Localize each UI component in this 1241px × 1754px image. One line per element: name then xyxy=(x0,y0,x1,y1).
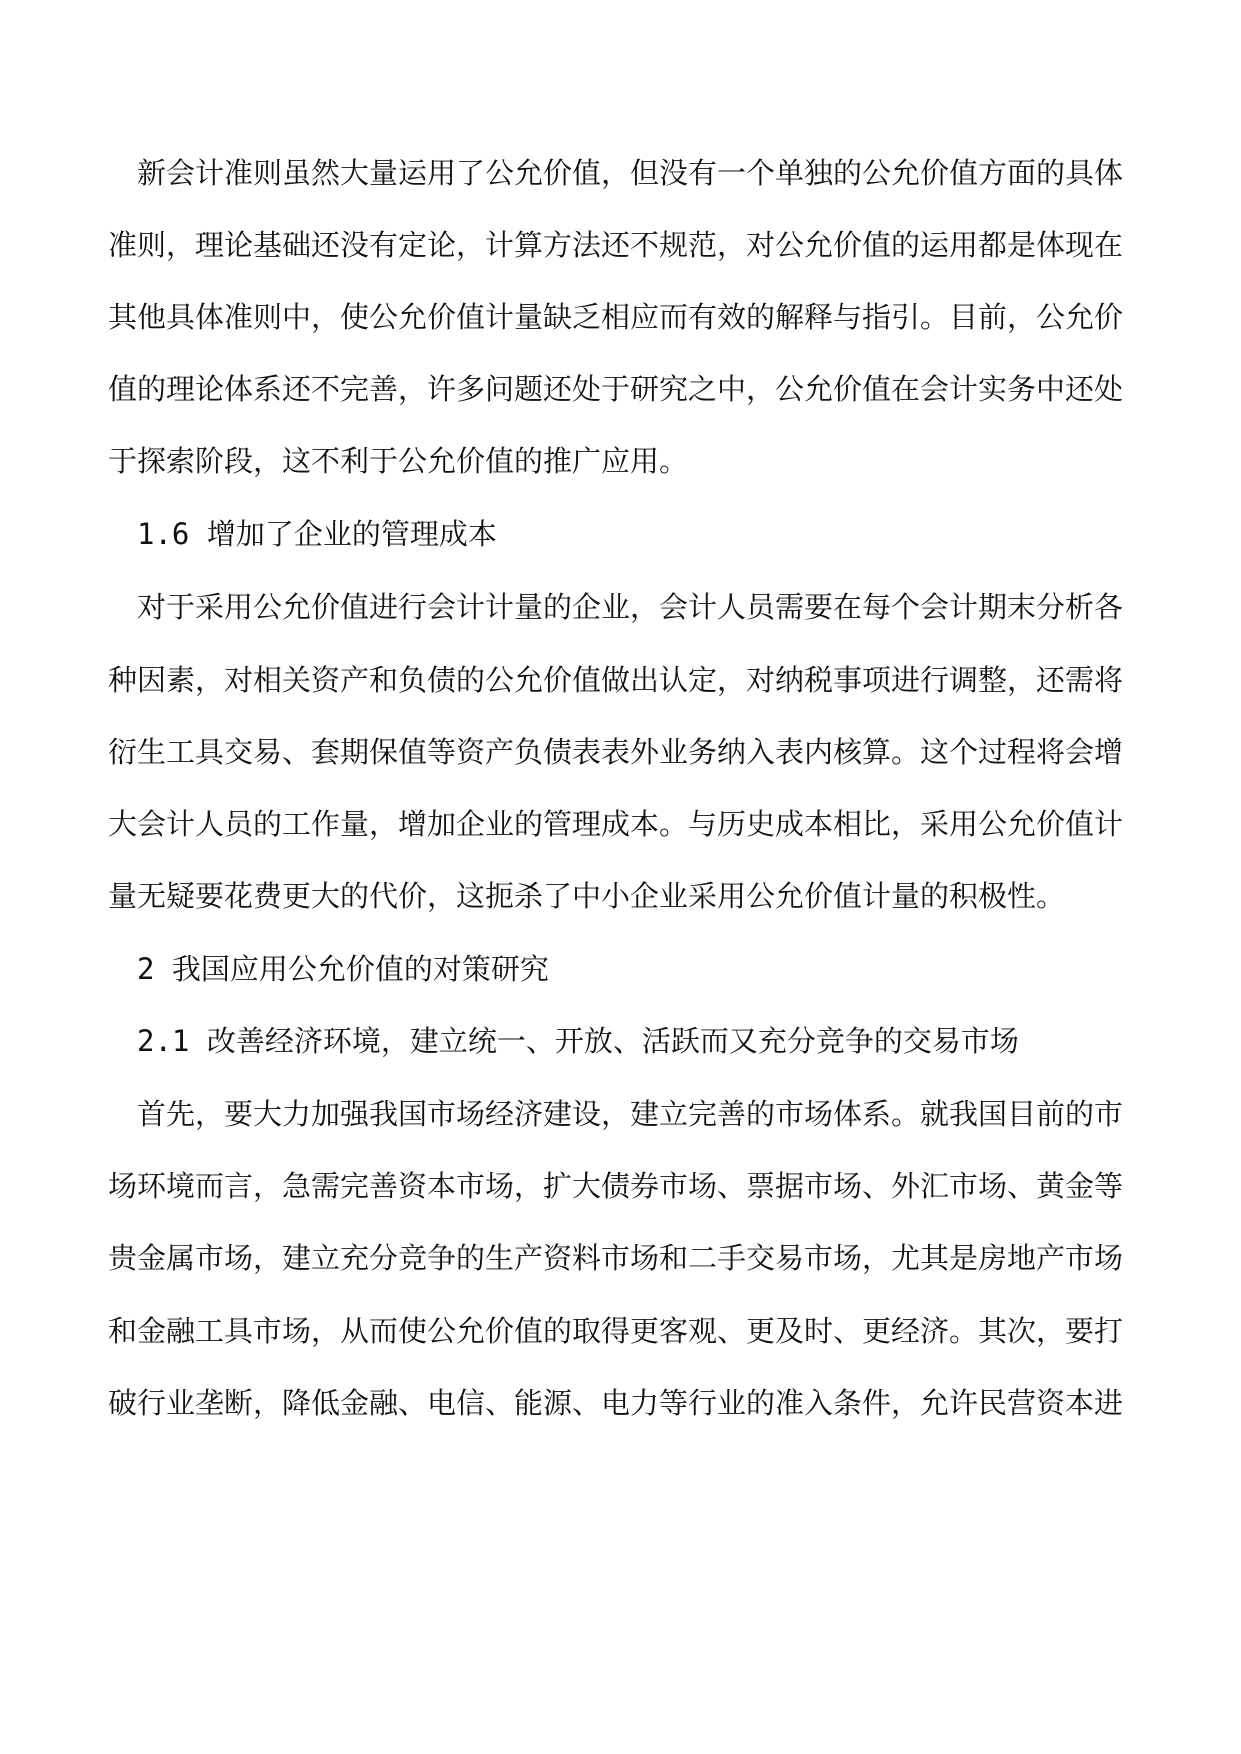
paragraph-line: 量无疑要花费更大的代价，这扼杀了中小企业采用公允价值计量的积极性。 xyxy=(108,879,1066,913)
paragraph-line: 于探索阶段，这不利于公允价值的推广应用。 xyxy=(108,444,689,478)
paragraph-line: 准则，理论基础还没有定论，计算方法还不规范，对公允价值的运用都是体现在 xyxy=(108,228,1124,262)
paragraph-line: 值的理论体系还不完善，许多问题还处于研究之中，公允价值在会计实务中还处 xyxy=(108,372,1124,406)
paragraph-line: 破行业垄断，降低金融、电信、能源、电力等行业的准入条件，允许民营资本进 xyxy=(108,1386,1124,1420)
paragraph-line: 大会计人员的工作量，增加企业的管理成本。与历史成本相比，采用公允价值计 xyxy=(108,807,1124,841)
section-heading: 2 我国应用公允价值的对策研究 xyxy=(137,952,549,986)
paragraph-line: 首先，要大力加强我国市场经济建设，建立完善的市场体系。就我国目前的市 xyxy=(137,1097,1124,1131)
paragraph-line: 贵金属市场，建立充分竞争的生产资料市场和二手交易市场，尤其是房地产市场 xyxy=(108,1241,1124,1275)
section-heading: 1.6 增加了企业的管理成本 xyxy=(137,517,497,551)
section-heading: 2.1 改善经济环境，建立统一、开放、活跃而又充分竞争的交易市场 xyxy=(137,1024,1019,1058)
paragraph-line: 其他具体准则中，使公允价值计量缺乏相应而有效的解释与指引。目前，公允价 xyxy=(108,300,1124,334)
paragraph-line: 衍生工具交易、套期保值等资产负债表表外业务纳入表内核算。这个过程将会增 xyxy=(108,735,1124,769)
paragraph-line: 和金融工具市场，从而使公允价值的取得更客观、更及时、更经济。其次，要打 xyxy=(108,1314,1124,1348)
paragraph-line: 对于采用公允价值进行会计计量的企业，会计人员需要在每个会计期末分析各 xyxy=(137,590,1124,624)
paragraph-line: 场环境而言，急需完善资本市场，扩大债券市场、票据市场、外汇市场、黄金等 xyxy=(108,1169,1124,1203)
paragraph-line: 种因素，对相关资产和负债的公允价值做出认定，对纳税事项进行调整，还需将 xyxy=(108,663,1124,697)
paragraph-line: 新会计准则虽然大量运用了公允价值，但没有一个单独的公允价值方面的具体 xyxy=(137,156,1124,190)
